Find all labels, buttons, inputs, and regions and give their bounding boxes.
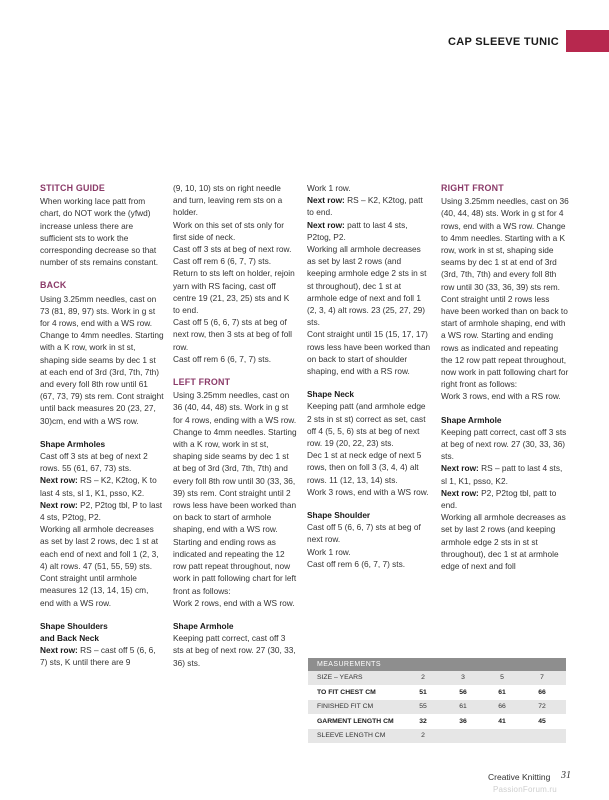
shape-shoulder-heading: Shape Shoulder: [307, 510, 371, 521]
cell: 41: [498, 717, 506, 725]
stitch-guide-text: When working lace patt from chart, do NOT work the (yfwd) increase unless there are sufficient sts to work the corresponding decrease so that number of sts remains constant.: [40, 196, 159, 268]
table-row: [308, 686, 566, 701]
armholes-text-1: Cast off 3 sts at beg of next 2 rows. 55 (61, 67, 73) sts.: [40, 451, 148, 474]
text-column-1: [40, 182, 164, 669]
left-front-heading: LEFT FRONT: [173, 377, 231, 388]
armholes-text-2: Working all armhole decreases as set by last 2 rows, dec 1 st at each end of next and foll 1 (2, 3, 4) alt rows. 47 (51, 55, 59) sts.: [40, 524, 159, 571]
back-neck-text-6: Cast off 5 (6, 6, 7) sts at beg of next row, then 3 sts at beg of foll row.: [173, 317, 292, 352]
armholes-next-row-2: [40, 499, 164, 523]
neck-text-1: Keeping patt (and armhole edge 2 sts in st st) correct as set, cast off 4 (5, 5, 6) sts at beg of next row. 19 (20, 22, 23) sts.: [307, 401, 426, 449]
shoulder-text-1: Cast off 5 (6, 6, 7) sts at beg of next row.: [307, 522, 421, 545]
back-heading: BACK: [40, 280, 67, 291]
shoulders-next-row: [40, 644, 164, 668]
shoulder-text-3: Cast off rem 6 (6, 7, 7) sts.: [307, 558, 406, 569]
magazine-name: Creative Knitting: [488, 772, 551, 782]
back-neck-text-1: (9, 10, 10) sts on right needle and turn, leaving rem sts on a holder.: [173, 183, 283, 218]
row-label: TO FIT CHEST CM: [317, 688, 376, 696]
next-row-text: RS – patt to last 4 sts, sl 1, K1, psso, K2.: [441, 463, 563, 486]
next-row-text: RS – cast off 5 (6, 6, 7) sts, K until there are 9: [40, 645, 156, 668]
shoulder-text-2: Work 1 row.: [307, 546, 351, 557]
left-front-text-2: Work 2 rows, end with a WS row.: [173, 597, 295, 608]
cell: 3: [461, 674, 465, 681]
left-armhole-next-row-1: [307, 194, 431, 218]
shape-shoulders-heading: [40, 620, 164, 644]
left-armhole-text-3: Cont straight until 15 (15, 17, 17) rows less have been worked than on back to start of shoulder shaping, end with a RS row.: [307, 329, 431, 377]
left-front-text: Using 3.25mm needles, cast on 36 (40, 44, 48) sts. Work in g st for 4 rows, ending with a WS row. Change to 4mm needles. Starting with a K row, work in st st, shaping side seams by dec 1 st at beg of 3rd (3rd, 7th, 7th) and every foll 8th row until 30 (33, 36, 39) sts rem. Cont straight until 2 rows less have been worked than on back to start of armhole shaping, end with a WS row. Starting and ending rows as indicated and repeating the 12 row patt repeat throughout, now work in patt following chart for left front as follows:: [173, 390, 297, 596]
neck-text-3: Work 3 rows, end with a WS row.: [307, 486, 429, 497]
next-row-text: RS – K2, K2tog, patt to end.: [307, 195, 423, 218]
left-armhole-work-row: Work 1 row.: [307, 183, 351, 193]
shape-armholes-heading: Shape Armholes: [40, 438, 106, 449]
table-row: [308, 700, 566, 715]
cell: 56: [459, 688, 467, 696]
shape-neck-heading: Shape Neck: [307, 389, 355, 400]
stitch-guide-heading: STITCH GUIDE: [40, 183, 106, 193]
left-armhole-text-2: Working all armhole decreases as set by last 2 rows (and keeping armhole edge 2 sts in st st throughout), dec 1 st at armhole edge of next and foll 1 (2, 3, 4) alt rows. 23 (25, 27, 29) sts.: [307, 244, 427, 328]
next-row-label: Next row:: [307, 219, 345, 230]
shape-armhole-heading: Shape Armhole: [173, 620, 234, 631]
measurements-heading: MEASUREMENTS: [308, 658, 566, 671]
back-neck-text-4: Cast off rem 6 (6, 7, 7) sts.: [173, 256, 272, 267]
right-shape-armhole-heading: Shape Armhole: [441, 414, 502, 425]
row-label: GARMENT LENGTH CM: [317, 717, 394, 725]
row-label: FINISHED FIT CM: [317, 703, 374, 710]
cell: 66: [498, 703, 506, 710]
next-row-text: P2, P2tog tbl, patt to end.: [441, 487, 557, 511]
cell: 2: [421, 674, 425, 681]
cell: 32: [419, 717, 427, 725]
back-neck-text-5: Return to sts left on holder, rejoin yarn with RS facing, cast off centre 19 (21, 23, 25) sts and K to end.: [173, 268, 295, 316]
next-row-label: Next row:: [307, 195, 345, 206]
right-front-text: Using 3.25mm needles, cast on 36 (40, 44, 48) sts. Work in g st for 4 rows, end with a WS row. Change to 4mm needles. Starting with a K row, work in st st, shaping side seams by dec 1 st at end of 3rd (3rd, 7th, 7th) and every foll 8th row until 30 (33, 36, 39) sts rem. Cont straight until 2 rows less have been worked than on back to start of armhole shaping, end with a WS row. Starting and ending rows as indicated and repeating the 12 row patt repeat throughout, now work in patt following chart for right front as follows:: [441, 196, 569, 390]
shape-shoulders-heading-line-1: Shape Shoulders: [40, 620, 108, 631]
next-row-text: RS – K2, K2tog, K to last 4 sts, sl 1, K1, psso, K2.: [40, 475, 157, 498]
table-row: [308, 729, 566, 744]
page-section-title: CAP SLEEVE TUNIC: [448, 36, 559, 48]
right-front-text-2: Work 3 rows, end with a RS row.: [441, 391, 561, 402]
left-armhole-next-row-2: [307, 219, 431, 243]
text-column-3: [307, 182, 431, 570]
next-row-label: Next row:: [40, 645, 78, 656]
back-neck-text-3: Cast off 3 sts at beg of next row.: [173, 244, 292, 255]
cell: 61: [459, 703, 467, 710]
cell: 45: [538, 717, 546, 725]
cell: 66: [538, 688, 546, 696]
back-neck-text-2: Work on this set of sts only for first side of neck.: [173, 219, 284, 242]
left-armhole-text: Keeping patt correct, cast off 3 sts at beg of next row. 27 (30, 33, 36) sts.: [173, 633, 296, 668]
next-row-label: Next row:: [40, 499, 78, 510]
right-armhole-text-1: Keeping patt correct, cast off 3 sts at beg of next row. 27 (30, 33, 36) sts.: [441, 426, 567, 462]
cell: 72: [538, 703, 546, 710]
cell: 7: [540, 674, 544, 681]
next-row-label: Next row:: [441, 463, 479, 474]
armholes-text-3: Cont straight until armhole measures 12 (13, 14, 15) cm, end with a WS row.: [40, 573, 149, 608]
cell: 2: [421, 732, 425, 739]
row-label: SLEEVE LENGTH CM: [317, 732, 386, 739]
cell: 5: [500, 674, 504, 681]
cell: 36: [459, 717, 467, 725]
next-row-text: P2, P2tog tbl, P to last 4 sts, P2tog, P2.: [40, 499, 163, 523]
watermark: PassionForum.ru: [493, 785, 557, 794]
table-row: [308, 671, 566, 686]
cell: 55: [419, 703, 427, 710]
armholes-next-row-1: [40, 474, 164, 498]
right-armhole-next-row-1: [441, 462, 569, 486]
neck-text-2: Dec 1 st at neck edge of next 5 rows, then on foll 3 (3, 4, 4) alt rows. 11 (12, 13, 14) sts.: [307, 450, 422, 485]
shape-shoulders-heading-line-2: and Back Neck: [40, 632, 100, 643]
text-column-4: [441, 182, 569, 572]
row-label: SIZE – YEARS: [317, 674, 363, 681]
next-row-label: Next row:: [441, 487, 479, 498]
measurements-table: [308, 658, 566, 744]
cell: 61: [498, 688, 506, 696]
back-neck-text-7: Cast off rem 6 (6, 7, 7) sts.: [173, 353, 272, 364]
page-number: 31: [561, 770, 571, 781]
table-row: [308, 715, 566, 730]
right-armhole-next-row-2: [441, 487, 569, 511]
next-row-text: patt to last 4 sts, P2tog, P2.: [307, 219, 408, 242]
cell: 51: [419, 688, 427, 696]
right-front-heading: RIGHT FRONT: [441, 183, 504, 193]
next-row-label: Next row:: [40, 475, 78, 486]
text-column-2: [173, 182, 297, 669]
header-accent-bar: [566, 30, 609, 52]
right-armhole-text-2: Working all armhole decreases as set by last 2 rows (and keeping armhole edge 2 sts in st st throughout), dec 1 st at armhole edge of next and foll: [441, 512, 566, 572]
back-text: Using 3.25mm needles, cast on 73 (81, 89, 97) sts. Work in g st for 4 rows, end with a WS row. Change to 4mm needles. Starting with a K row, work in st st, shaping side seams by dec 1 st at each end of 3rd (3rd, 7th, 7th) and every foll 8th row until 61 (67, 73, 79) sts rem. Cont straight until back measures 20 (23, 27, 30)cm, end with a WS row.: [40, 293, 164, 426]
